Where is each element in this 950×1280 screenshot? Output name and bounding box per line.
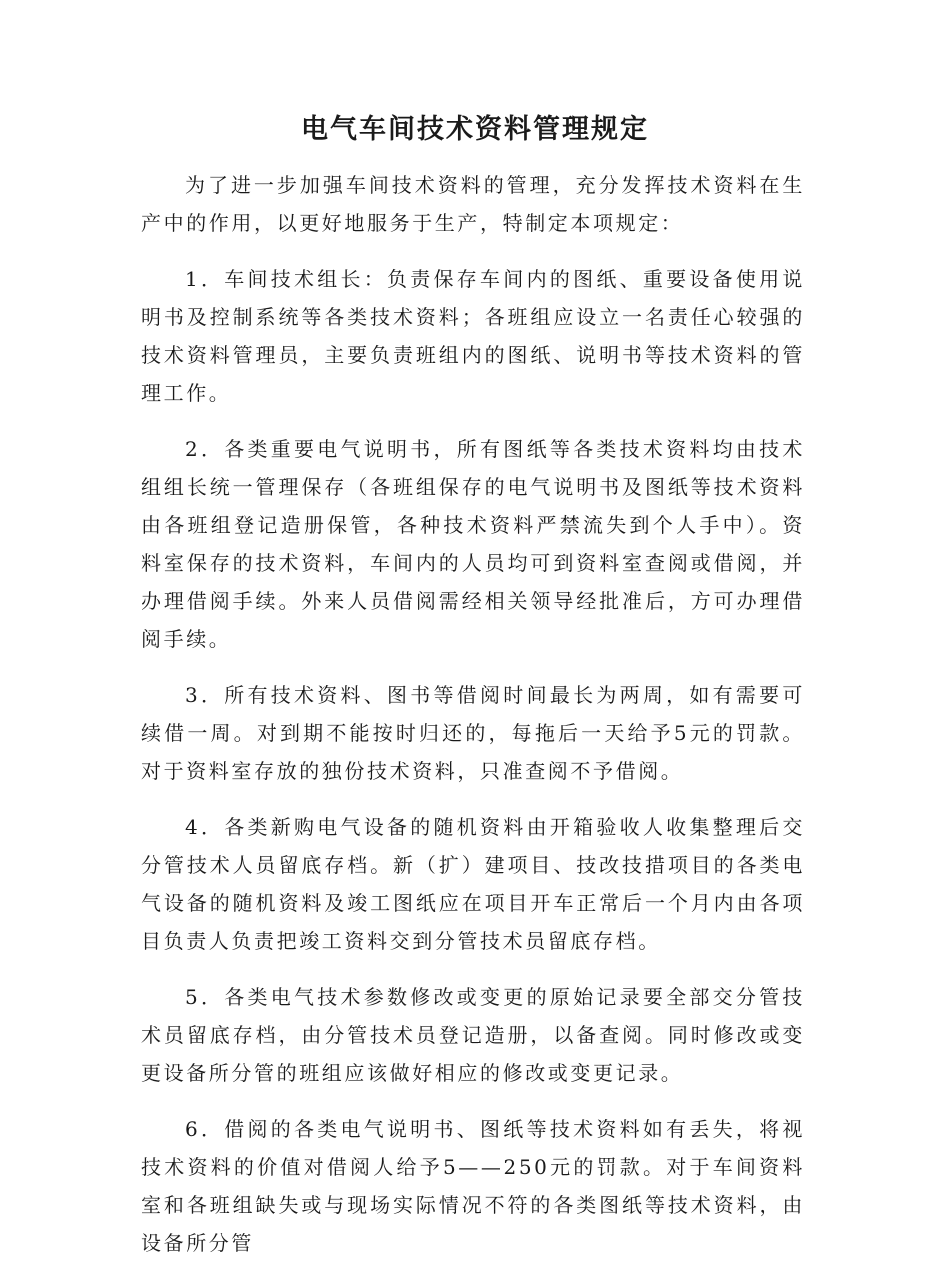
regulation-item-2: 2．各类重要电气说明书，所有图纸等各类技术资料均由技术组组长统一管理保存（各班组保存的电气说明书及图纸等技术资料由各班组登记造册保管，各种技术资料严禁流失到个人手中）。资料室保存的技术资料，车间内的人员均可到资料室查阅或借阅，并办理借阅手续。外来人员借阅需经相关领导经批准后，方可办理借阅手续。 — [141, 437, 805, 651]
document-body — [141, 166, 805, 1280]
regulation-list — [141, 260, 805, 1262]
regulation-item-3: 3．所有技术资料、图书等借阅时间最长为两周，如有需要可续借一周。对到期不能按时归还的，每拖后一天给予5元的罚款。对于资料室存放的独份技术资料，只准查阅不予借阅。 — [141, 683, 805, 783]
intro-paragraph: 为了进一步加强车间技术资料的管理，充分发挥技术资料在生产中的作用，以更好地服务于生产，特制定本项规定： — [141, 173, 805, 235]
regulation-item-4: 4．各类新购电气设备的随机资料由开箱验收人收集整理后交分管技术人员留底存档。新（扩）建项目、技改技措项目的各类电气设备的随机资料及竣工图纸应在项目开车正常后一个月内由各项目负责人负责把竣工资料交到分管技术员留底存档。 — [141, 815, 805, 953]
regulation-item-1: 1．车间技术组长：负责保存车间内的图纸、重要设备使用说明书及控制系统等各类技术资料；各班组应设立一名责任心较强的技术资料管理员，主要负责班组内的图纸、说明书等技术资料的管理工作。 — [141, 267, 805, 405]
document-title: 电气车间技术资料管理规定 — [301, 114, 649, 145]
regulation-item-6: 6．借阅的各类电气说明书、图纸等技术资料如有丢失，将视技术资料的价值对借阅人给予5——250元的罚款。对于车间资料室和各班组缺失或与现场实际情况不符的各类图纸等技术资料，由设备所分管 — [141, 1117, 805, 1255]
regulation-item-5: 5．各类电气技术参数修改或变更的原始记录要全部交分管技术员留底存档，由分管技术员登记造册，以备查阅。同时修改或变更设备所分管的班组应该做好相应的修改或变更记录。 — [141, 985, 805, 1085]
